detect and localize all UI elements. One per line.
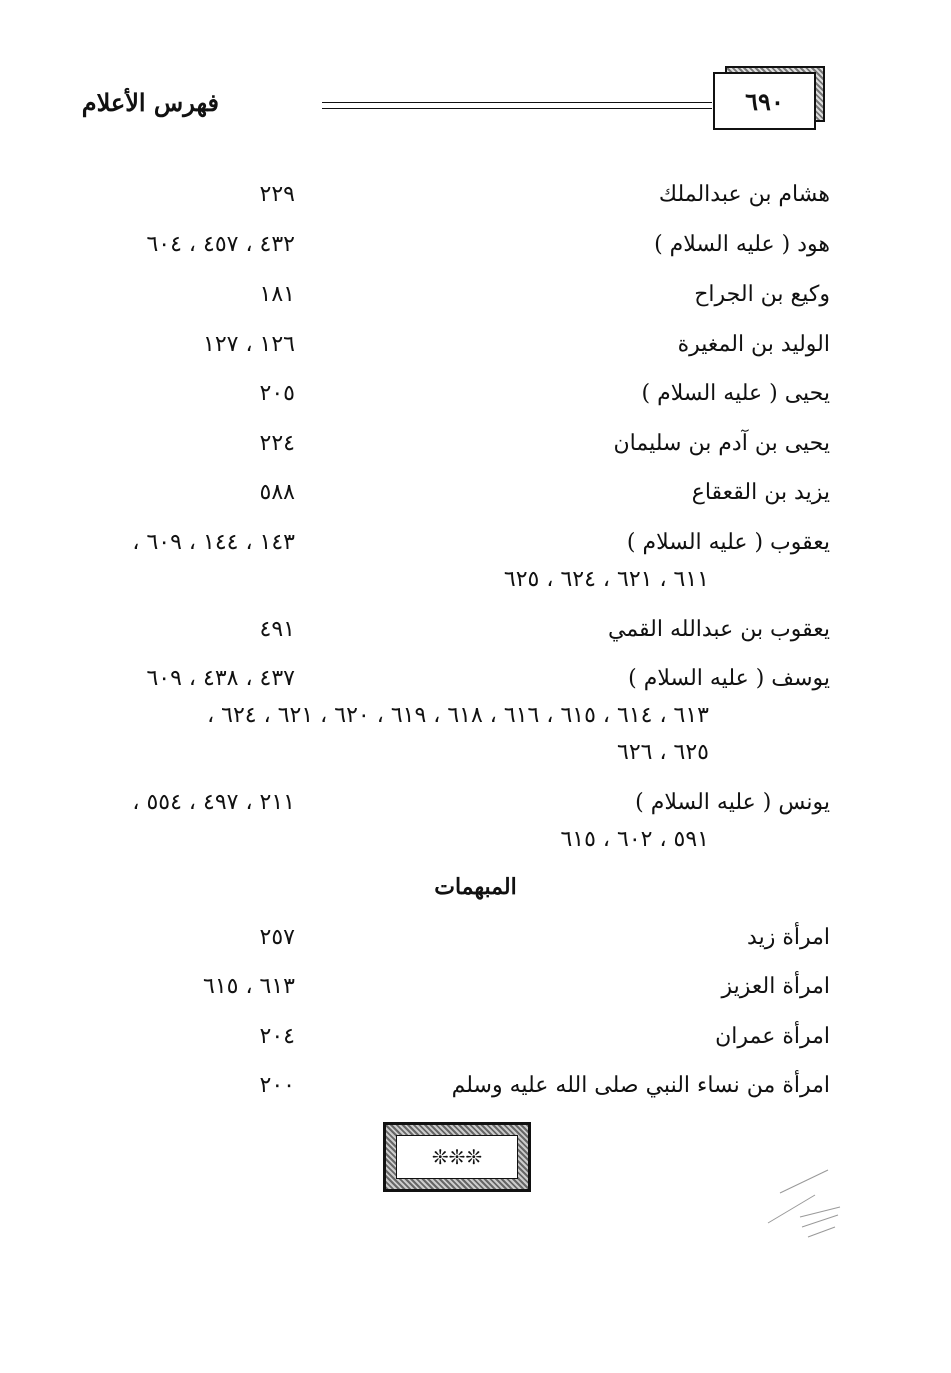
entry-pages: ١٢٦ ، ١٢٧ <box>203 332 295 357</box>
pencil-mark-icon <box>760 1165 850 1245</box>
end-ornament-frame <box>383 1122 531 1192</box>
entry-pages: ٢٢٤ <box>259 431 295 456</box>
entry-pages: ٦١٣ ، ٦١٥ <box>203 974 295 999</box>
entry-name: يونس ( عليه السلام ) <box>635 790 830 815</box>
entry-pages: ٢٢٩ <box>259 182 295 207</box>
header-rule <box>322 102 712 109</box>
entry-pages: ٤٩١ <box>259 617 295 642</box>
entry-pages-continuation: ٦١١ ، ٦٢١ ، ٦٢٤ ، ٦٢٥ <box>503 567 709 592</box>
entry-pages: ٢٥٧ <box>259 925 295 950</box>
entry-name: امرأة من نساء النبي صلى الله عليه وسلم <box>451 1073 830 1098</box>
entry-name: امرأة العزيز <box>721 974 830 999</box>
entry-pages: ٤٣٧ ، ٤٣٨ ، ٦٠٩ <box>146 666 295 691</box>
entry-name: يعقوب بن عبدالله القمي <box>608 617 830 642</box>
entry-name: يزيد بن القعقاع <box>691 480 830 505</box>
entry-name: يعقوب ( عليه السلام ) <box>626 530 830 555</box>
entry-pages: ١٤٣ ، ١٤٤ ، ٦٠٩ ، <box>132 530 295 555</box>
entry-pages-continuation: ٦١٣ ، ٦١٤ ، ٦١٥ ، ٦١٦ ، ٦١٨ ، ٦١٩ ، ٦٢٠ ، ٦٢١ ، ٦٢٤ ، <box>207 703 709 728</box>
entry-name: امرأة زيد <box>747 925 830 950</box>
page-number: ٦٩٠ <box>713 72 816 130</box>
entry-pages: ٥٨٨ <box>259 480 295 505</box>
entry-pages: ٢٠٥ <box>259 381 295 406</box>
page-title: فهرس الأعلام <box>81 88 219 117</box>
entry-pages-continuation: ٦٢٥ ، ٦٢٦ <box>617 740 709 765</box>
entry-name: وكيع بن الجراح <box>694 282 830 307</box>
entry-pages: ٢١١ ، ٤٩٧ ، ٥٥٤ ، <box>132 790 295 815</box>
entry-name: هشام بن عبدالملك <box>658 182 830 207</box>
entry-pages: ١٨١ <box>259 282 295 307</box>
entry-name: يوسف ( عليه السلام ) <box>628 666 830 691</box>
entry-pages: ٢٠٠ <box>259 1073 295 1098</box>
entry-pages: ٢٠٤ <box>259 1024 295 1049</box>
entry-name: الوليد بن المغيرة <box>677 332 830 357</box>
entry-pages: ٤٣٢ ، ٤٥٧ ، ٦٠٤ <box>146 232 295 257</box>
entry-name: يحيى بن آدم بن سليمان <box>613 431 830 456</box>
entry-name: يحيى ( عليه السلام ) <box>641 381 830 406</box>
entry-name: امرأة عمران <box>715 1024 830 1049</box>
section-title: المبهمات <box>434 874 517 900</box>
end-ornament: ❊❊❊ <box>396 1135 518 1179</box>
entry-name: هود ( عليه السلام ) <box>654 232 830 257</box>
entry-pages-continuation: ٥٩١ ، ٦٠٢ ، ٦١٥ <box>560 827 709 852</box>
